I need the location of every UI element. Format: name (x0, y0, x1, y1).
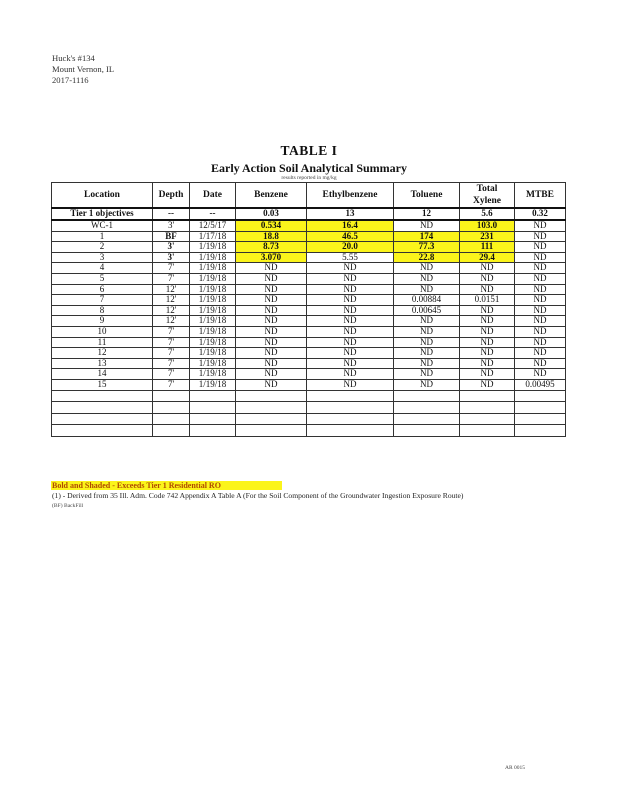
table-cell: WC-1 (52, 220, 153, 231)
table-row (52, 337, 566, 348)
table-row (52, 252, 566, 263)
site-name: Huck's #134 (52, 53, 95, 63)
column-header: Toluene (394, 183, 460, 209)
empty-row (52, 425, 566, 437)
table-cell: 29.4 (460, 252, 515, 263)
table-row (52, 379, 566, 390)
table-cell: ND (394, 358, 460, 369)
empty-row (52, 402, 566, 414)
table-cell: 0.32 (515, 208, 566, 220)
table-cell: 174 (394, 231, 460, 242)
table-cell (52, 402, 153, 414)
table-cell: 3' (153, 242, 190, 253)
table-cell: 10 (52, 326, 153, 337)
table-cell: 16.4 (307, 220, 394, 231)
table-cell (307, 413, 394, 425)
table-cell (394, 390, 460, 402)
table-cell: 111 (460, 242, 515, 253)
table-cell: ND (515, 263, 566, 274)
table-cell (236, 425, 307, 437)
table-row (52, 220, 566, 231)
column-header: Ethylbenzene (307, 183, 394, 209)
table-cell: 1/19/18 (190, 337, 236, 348)
table-cell: 0.00884 (394, 295, 460, 306)
site-header (52, 53, 114, 86)
table-cell: 12 (394, 208, 460, 220)
table-cell: ND (236, 326, 307, 337)
table-cell: ND (460, 316, 515, 327)
table-cell: 1/19/18 (190, 295, 236, 306)
table-cell (153, 402, 190, 414)
table-cell: 0.00495 (515, 379, 566, 390)
table-cell (307, 425, 394, 437)
table-cell: 77.3 (394, 242, 460, 253)
units-note: results reported in mg/kg (281, 175, 337, 181)
table-cell: 1/19/18 (190, 284, 236, 295)
table-cell: 4 (52, 263, 153, 274)
table-cell: ND (515, 284, 566, 295)
column-header: Date (190, 183, 236, 209)
table-cell: 7' (153, 337, 190, 348)
table-cell (52, 413, 153, 425)
table-cell: ND (307, 284, 394, 295)
table-cell: ND (394, 326, 460, 337)
table-cell: 1/17/18 (190, 231, 236, 242)
table-cell: 12 (52, 348, 153, 359)
table-cell: ND (307, 326, 394, 337)
tier1-objectives-row (52, 208, 566, 220)
table-cell (153, 425, 190, 437)
empty-row (52, 413, 566, 425)
table-cell: 1/19/18 (190, 252, 236, 263)
table-header-row (52, 183, 566, 209)
table-cell: ND (515, 337, 566, 348)
table-row (52, 348, 566, 359)
table-cell: 12/5/17 (190, 220, 236, 231)
project-number: 2017-1116 (52, 75, 89, 85)
table-cell: ND (460, 379, 515, 390)
table-cell: ND (515, 273, 566, 284)
footnote-backfill: (BF) BackFill (52, 503, 84, 509)
table-cell: 20.0 (307, 242, 394, 253)
table-cell: -- (153, 208, 190, 220)
table-cell (52, 425, 153, 437)
table-cell: 3' (153, 220, 190, 231)
table-cell: ND (394, 369, 460, 380)
column-header: Depth (153, 183, 190, 209)
table-cell: 1/19/18 (190, 305, 236, 316)
column-header: MTBE (515, 183, 566, 209)
table-cell: 7' (153, 348, 190, 359)
table-cell: ND (236, 369, 307, 380)
table-cell: ND (394, 263, 460, 274)
table-cell: ND (460, 358, 515, 369)
table-cell (515, 425, 566, 437)
table-cell: ND (236, 305, 307, 316)
column-header: Location (52, 183, 153, 209)
table-cell (460, 425, 515, 437)
table-cell (307, 390, 394, 402)
table-cell: 12' (153, 305, 190, 316)
table-cell: 7' (153, 326, 190, 337)
table-cell: ND (307, 273, 394, 284)
empty-row (52, 390, 566, 402)
table-cell: ND (307, 348, 394, 359)
table-cell: ND (236, 348, 307, 359)
table-cell: 0.0151 (460, 295, 515, 306)
table-title: TABLE I (280, 143, 338, 158)
table-cell: 7' (153, 379, 190, 390)
table-subtitle: Early Action Soil Analytical Summary (210, 161, 407, 175)
table-cell (153, 413, 190, 425)
table-cell: ND (460, 273, 515, 284)
table-cell (236, 402, 307, 414)
table-cell (394, 402, 460, 414)
table-cell: ND (307, 295, 394, 306)
table-cell: ND (515, 295, 566, 306)
table-cell (515, 413, 566, 425)
table-cell (515, 390, 566, 402)
table-cell: ND (307, 358, 394, 369)
table-cell: ND (460, 337, 515, 348)
table-cell: 13 (307, 208, 394, 220)
table-cell: ND (394, 379, 460, 390)
table-cell: 5 (52, 273, 153, 284)
table-cell: ND (236, 358, 307, 369)
table-cell: 7' (153, 358, 190, 369)
table-cell: 1/19/18 (190, 316, 236, 327)
table-cell: ND (515, 358, 566, 369)
table-cell: 7 (52, 295, 153, 306)
table-row (52, 284, 566, 295)
table-cell: 8.73 (236, 242, 307, 253)
table-cell: ND (460, 263, 515, 274)
table-cell: ND (460, 305, 515, 316)
table-cell: 11 (52, 337, 153, 348)
table-cell: 7' (153, 263, 190, 274)
table-cell: ND (460, 369, 515, 380)
table-cell: 12' (153, 284, 190, 295)
table-cell: 1/19/18 (190, 348, 236, 359)
table-cell (460, 402, 515, 414)
table-row (52, 242, 566, 253)
table-cell: 1/19/18 (190, 242, 236, 253)
table-cell: ND (394, 348, 460, 359)
table-cell (236, 390, 307, 402)
table-cell (460, 413, 515, 425)
table-cell: 3.070 (236, 252, 307, 263)
table-cell: 3 (52, 252, 153, 263)
table-cell: 15 (52, 379, 153, 390)
table-cell (190, 390, 236, 402)
table-cell: 5.55 (307, 252, 394, 263)
table-cell: ND (236, 316, 307, 327)
column-header: Benzene (236, 183, 307, 209)
table-cell (190, 413, 236, 425)
table-row (52, 305, 566, 316)
table-cell: 9 (52, 316, 153, 327)
table-cell: -- (190, 208, 236, 220)
table-cell (515, 402, 566, 414)
table-cell: 1/19/18 (190, 379, 236, 390)
table-row (52, 295, 566, 306)
table-cell: ND (515, 316, 566, 327)
table-cell: 0.534 (236, 220, 307, 231)
table-cell (460, 390, 515, 402)
table-cell: ND (307, 369, 394, 380)
table-row (52, 326, 566, 337)
table-cell: 1/19/18 (190, 326, 236, 337)
table-cell: ND (394, 316, 460, 327)
table-cell (190, 425, 236, 437)
table-cell: 2 (52, 242, 153, 253)
table-cell: ND (515, 369, 566, 380)
table-cell: ND (307, 263, 394, 274)
page-id: AR 0015 (505, 765, 526, 771)
table-row (52, 263, 566, 274)
footnote-derivation: (1) - Derived from 35 Ill. Adm. Code 742 Appendix A Table A (For the Soil Component of the Groundwater Ingestion Exposure Route) (52, 491, 464, 500)
table-cell (236, 413, 307, 425)
table-cell: 1/19/18 (190, 273, 236, 284)
table-row (52, 231, 566, 242)
table-cell: Tier 1 objectives (52, 208, 153, 220)
table-cell: 8 (52, 305, 153, 316)
table-row (52, 358, 566, 369)
table-cell: 103.0 (460, 220, 515, 231)
table-cell (394, 425, 460, 437)
table-cell: 46.5 (307, 231, 394, 242)
table-cell: ND (515, 220, 566, 231)
legend-exceeds: Bold and Shaded - Exceeds Tier 1 Residential RO (51, 481, 282, 490)
table-cell: 1/19/18 (190, 263, 236, 274)
table-cell: 22.8 (394, 252, 460, 263)
table-cell: ND (236, 379, 307, 390)
table-cell: 7' (153, 369, 190, 380)
table-cell: 1/19/18 (190, 369, 236, 380)
table-cell: ND (515, 348, 566, 359)
table-cell (190, 402, 236, 414)
table-cell: 231 (460, 231, 515, 242)
table-cell: 12' (153, 316, 190, 327)
table-cell: BF (153, 231, 190, 242)
table-cell (153, 390, 190, 402)
table-cell: ND (394, 273, 460, 284)
table-cell: ND (515, 231, 566, 242)
table-cell: ND (515, 326, 566, 337)
table-cell: ND (236, 284, 307, 295)
table-cell: ND (307, 316, 394, 327)
table-row (52, 316, 566, 327)
table-cell: ND (460, 348, 515, 359)
table-cell: ND (307, 337, 394, 348)
table-cell: 0.03 (236, 208, 307, 220)
table-cell (307, 402, 394, 414)
table-cell: ND (236, 295, 307, 306)
table-cell: ND (236, 273, 307, 284)
table-cell: ND (236, 263, 307, 274)
table-cell: ND (307, 305, 394, 316)
table-cell: ND (515, 252, 566, 263)
table-cell: 7' (153, 273, 190, 284)
table-cell: 13 (52, 358, 153, 369)
table-cell: ND (515, 305, 566, 316)
table-cell: ND (236, 337, 307, 348)
table-cell: 12' (153, 295, 190, 306)
table-cell: ND (460, 326, 515, 337)
table-cell: 18.8 (236, 231, 307, 242)
table-cell: ND (394, 284, 460, 295)
column-header: Total Xylene (460, 183, 515, 209)
table-cell: ND (515, 242, 566, 253)
soil-analytical-table (51, 182, 566, 437)
table-cell: 1 (52, 231, 153, 242)
table-cell: 6 (52, 284, 153, 295)
table-cell: ND (460, 284, 515, 295)
table-cell: 1/19/18 (190, 358, 236, 369)
table-cell: 14 (52, 369, 153, 380)
table-cell: 5.6 (460, 208, 515, 220)
table-cell: 0.00645 (394, 305, 460, 316)
table-row (52, 273, 566, 284)
table-cell (52, 390, 153, 402)
table-cell: ND (394, 220, 460, 231)
table-cell: 3' (153, 252, 190, 263)
table-cell: ND (307, 379, 394, 390)
table-row (52, 369, 566, 380)
table-cell (394, 413, 460, 425)
table-cell: ND (394, 337, 460, 348)
site-location: Mount Vernon, IL (52, 64, 115, 74)
